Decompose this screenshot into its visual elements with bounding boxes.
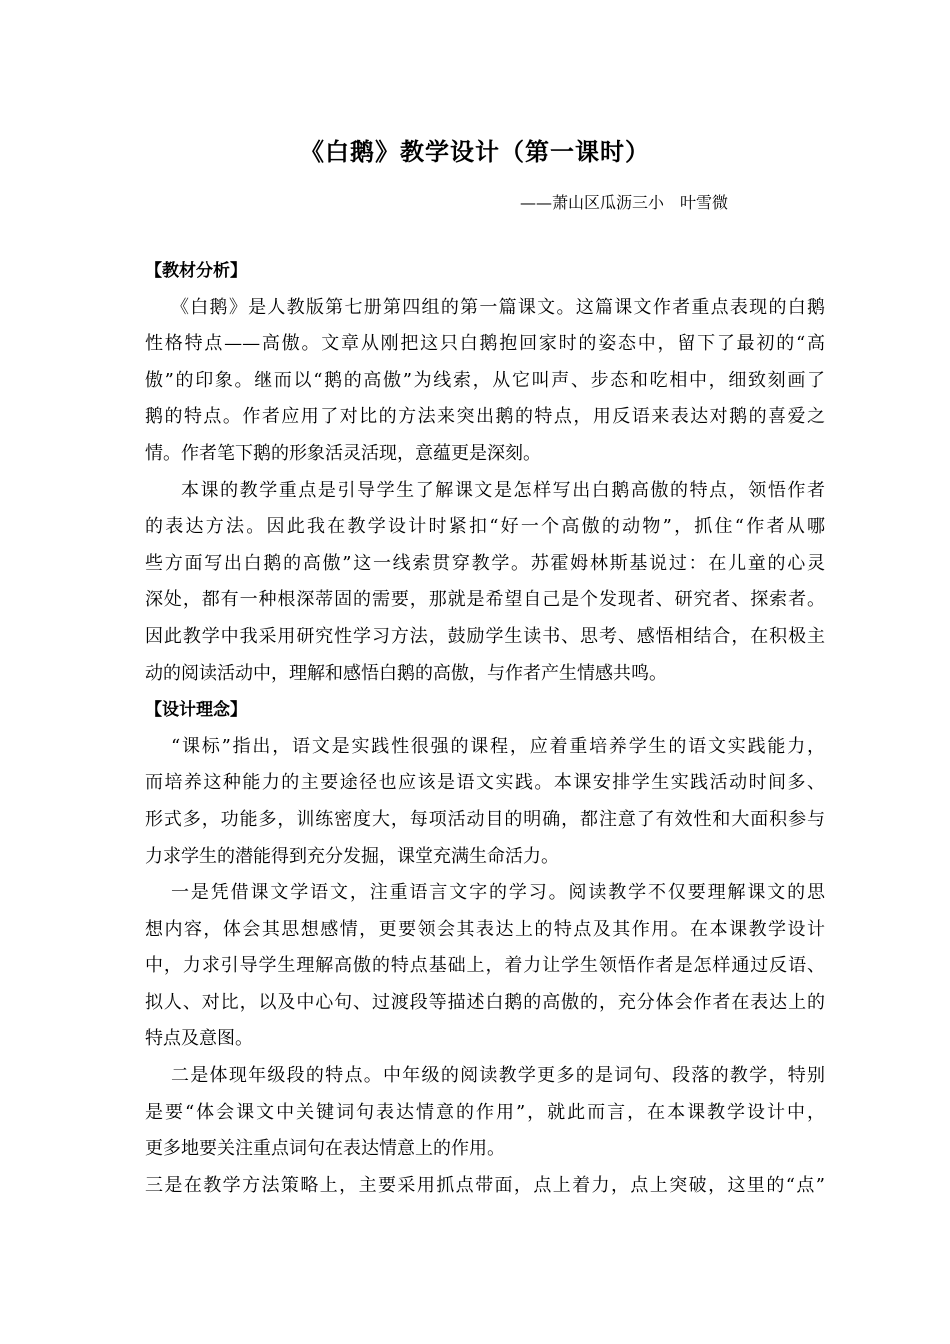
paragraph-line: “课标”指出，语文是实践性很强的课程，应着重培养学生的语文实践能力， (171, 735, 825, 757)
paragraph-line: 拟人、对比，以及中心句、过渡段等描述白鹅的高傲的，充分体会作者在表达上的 (145, 991, 825, 1013)
document-body (145, 253, 825, 1204)
paragraph-line: 深处，都有一种根深蒂固的需要，那就是希望自己是个发现者、研究者、探索者。 (145, 589, 825, 611)
paragraph-line: 二是体现年级段的特点。中年级的阅读教学更多的是词句、段落的教学，特别 (171, 1065, 825, 1087)
paragraph-line: 动的阅读活动中，理解和感悟白鹅的高傲，与作者产生情感共鸣。 (145, 662, 667, 684)
paragraph-line: 的表达方法。因此我在教学设计时紧扣“好一个高傲的动物”，抓住“作者从哪 (145, 516, 825, 538)
paragraph-line: 本课的教学重点是引导学生了解课文是怎样写出白鹅高傲的特点，领悟作者 (181, 479, 825, 501)
author-line: ——萧山区瓜沥三小 叶雪微 (520, 193, 729, 212)
paragraph-line: 一是凭借课文学语文，注重语言文字的学习。阅读教学不仅要理解课文的思 (171, 882, 825, 904)
paragraph-line: 力求学生的潜能得到充分发掘，课堂充满生命活力。 (145, 845, 559, 867)
document-title: 《白鹅》教学设计（第一课时） (300, 137, 650, 166)
paragraph-line: 傲”的印象。继而以“鹅的高傲”为线索，从它叫声、步态和吃相中，细致刻画了 (145, 369, 825, 391)
paragraph-line: 三是在教学方法策略上，主要采用抓点带面，点上着力，点上突破，这里的“点” (145, 1174, 825, 1196)
section-heading-concept: 【设计理念】 (145, 700, 247, 721)
paragraph-line: 中，力求引导学生理解高傲的特点基础上，着力让学生领悟作者是怎样通过反语、 (145, 955, 825, 977)
paragraph-line: 《白鹅》是人教版第七册第四组的第一篇课文。这篇课文作者重点表现的白鹅 (171, 296, 825, 318)
paragraph-line: 是要“体会课文中关键词句表达情意的作用”，就此而言，在本课教学设计中， (145, 1101, 825, 1123)
paragraph-line: 性格特点——高傲。文章从刚把这只白鹅抱回家时的姿态中，留下了最初的“高 (145, 333, 825, 355)
paragraph-line: 想内容，体会其思想感情，更要领会其表达上的特点及其作用。在本课教学设计 (145, 918, 825, 940)
paragraph-line: 更多地要关注重点词句在表达情意上的作用。 (145, 1138, 505, 1160)
paragraph-line: 特点及意图。 (145, 1028, 253, 1050)
paragraph-line: 鹅的特点。作者应用了对比的方法来突出鹅的特点，用反语来表达对鹅的喜爱之 (145, 406, 825, 428)
paragraph-line: 而培养这种能力的主要途径也应该是语文实践。本课安排学生实践活动时间多、 (145, 772, 825, 794)
section-heading-analysis: 【教材分析】 (145, 261, 247, 281)
paragraph-line: 情。作者笔下鹅的形象活灵活现，意蕴更是深刻。 (145, 442, 541, 464)
paragraph-line: 些方面写出白鹅的高傲”这一线索贯穿教学。苏霍姆林斯基说过：在儿童的心灵 (145, 552, 825, 574)
paragraph-line: 因此教学中我采用研究性学习方法，鼓励学生读书、思考、感悟相结合，在积极主 (145, 625, 825, 647)
paragraph-line: 形式多，功能多，训练密度大，每项活动目的明确，都注意了有效性和大面积参与 (145, 808, 825, 830)
